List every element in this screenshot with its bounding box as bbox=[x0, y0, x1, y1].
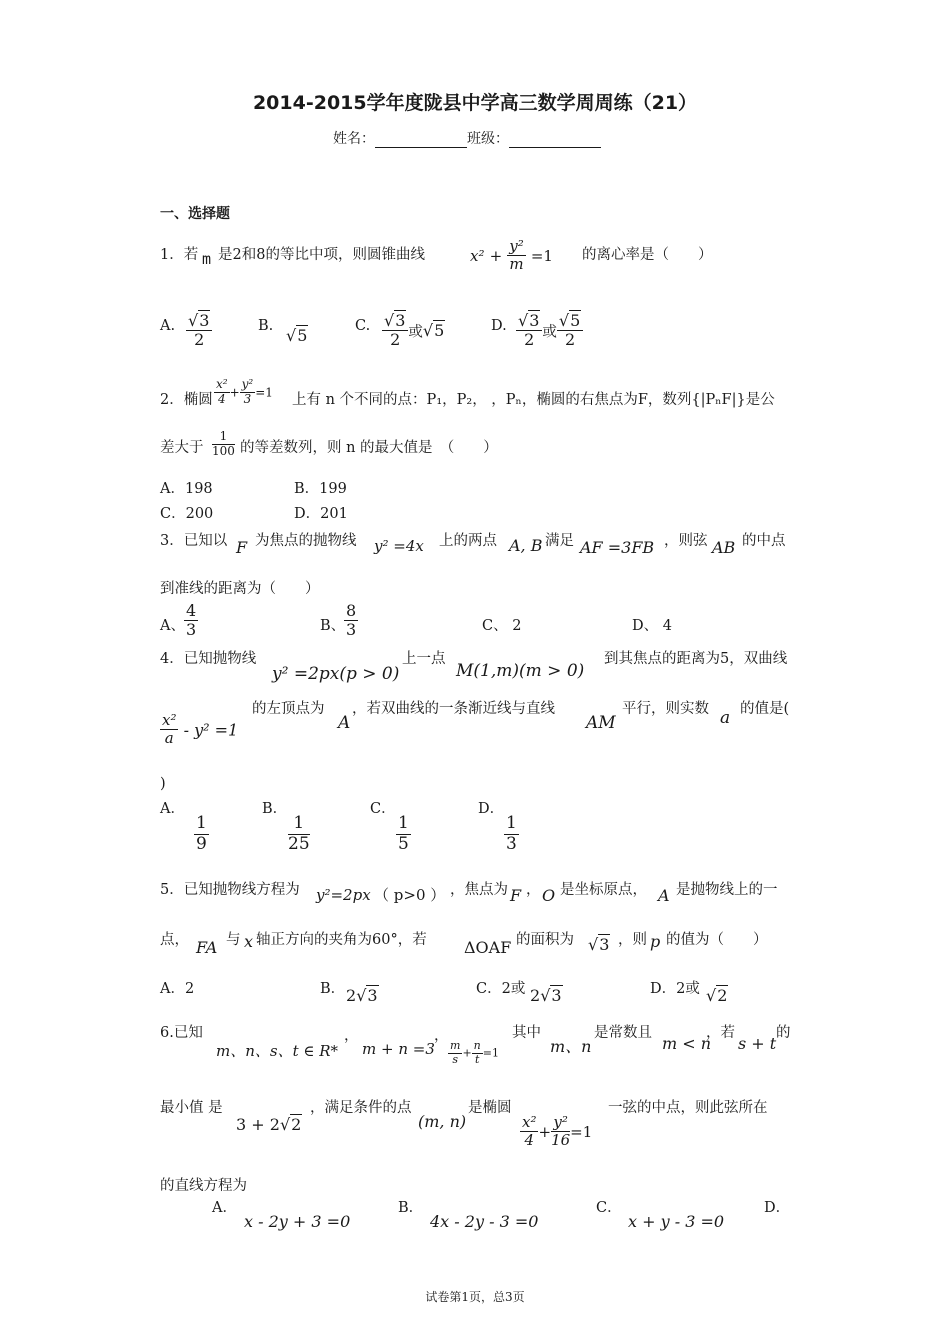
q4-option-d-label: D． bbox=[478, 801, 505, 817]
q6-st: s + t bbox=[738, 1034, 777, 1053]
q5-area: √3 bbox=[588, 935, 610, 954]
q6-condition: m < n bbox=[662, 1034, 712, 1053]
class-label: 班级： bbox=[467, 131, 509, 147]
q6-set: m、n、s、t ∈ R* bbox=[216, 1042, 339, 1060]
q2-option-b: B．199 bbox=[294, 481, 347, 497]
q2-text-d: 的等差数列，则 n 的最大值是 （ ） bbox=[240, 440, 498, 456]
q3-condition: AF =3FB bbox=[580, 538, 655, 557]
q6-option-b-label: B． bbox=[398, 1200, 424, 1216]
name-blank[interactable] bbox=[375, 133, 467, 148]
q4-option-b-label: B． bbox=[262, 801, 288, 817]
q6-comma-1: ， bbox=[344, 1028, 359, 1044]
q4-option-b-value: $\frac{1}{25}$ bbox=[288, 813, 310, 854]
q6-text-c: 是常数且 bbox=[594, 1025, 652, 1041]
page-title: 2014-2015学年度陇县中学高三数学周周练（21） bbox=[252, 92, 698, 114]
q4-parabola: y² =2px(p > 0) bbox=[272, 664, 400, 684]
q1-text-a: 1．若 bbox=[160, 247, 199, 263]
q5-option-c-label: C．2或 bbox=[476, 981, 526, 997]
q5-text-f: 与 bbox=[226, 932, 241, 948]
q4-text-f: 平行，则实数 bbox=[622, 701, 709, 717]
q3-parabola: y² =4x bbox=[374, 537, 424, 555]
q6-comma-2: ， bbox=[434, 1028, 449, 1044]
q6-mn: m、n bbox=[550, 1037, 592, 1056]
q6-text-d: ，若 bbox=[706, 1025, 735, 1041]
q3-F: F bbox=[236, 538, 248, 557]
q4-text-e: ，若双曲线的一条渐近线与直线 bbox=[352, 701, 555, 717]
q6-fraction-eq: $\frac{m}{s}$ + $\frac{n}{t}$ =1 bbox=[450, 1039, 499, 1066]
q6-text-e: 的 bbox=[776, 1025, 791, 1041]
q1-text-c: 的离心率是（ ） bbox=[582, 247, 713, 263]
q6-option-b-eq: 4x - 2y - 3 =0 bbox=[430, 1212, 539, 1231]
q2-option-a: A．198 bbox=[160, 481, 213, 497]
q1-m: m bbox=[202, 250, 212, 268]
q5-FA: FA bbox=[196, 938, 218, 957]
q6-option-c-label: C． bbox=[596, 1200, 622, 1216]
q6-option-a-label: A． bbox=[212, 1200, 237, 1216]
q1-option-c-value: $\frac{√3}{2}$ 或√5 bbox=[384, 311, 445, 350]
q1-option-b-label: B. bbox=[258, 318, 274, 334]
q4-a: a bbox=[720, 708, 731, 728]
q3-option-c: C、 2 bbox=[482, 618, 522, 634]
q3-option-d: D、 4 bbox=[632, 618, 672, 634]
student-info-line bbox=[333, 128, 601, 148]
q5-text-g: 轴正方向的夹角为60°，若 bbox=[256, 932, 427, 948]
q6-text-i: 一弦的中点，则此弦所在 bbox=[608, 1100, 768, 1116]
q6-text-b: 其中 bbox=[512, 1025, 541, 1041]
q4-option-c-label: C． bbox=[370, 801, 396, 817]
q5-text-a: 5．已知抛物线方程为 bbox=[160, 882, 300, 898]
q4-text-g: 的值是( bbox=[740, 701, 790, 717]
q5-text-c: 是坐标原点， bbox=[560, 882, 647, 898]
q5-option-a: A．2 bbox=[160, 981, 195, 997]
q3-chord: AB bbox=[712, 538, 736, 557]
q6-text-h: 是椭圆 bbox=[468, 1100, 512, 1116]
q1-option-c-label: C. bbox=[355, 318, 371, 334]
q5-text-j: 的值为（ ） bbox=[666, 932, 768, 948]
q4-hyperbola: $\frac{\text{x²}}{a}$ - y² =1 bbox=[162, 711, 239, 748]
section-heading: 一、选择题 bbox=[160, 206, 230, 222]
q4-text-a: 4．已知抛物线 bbox=[160, 651, 257, 667]
q6-option-c-eq: x + y - 3 =0 bbox=[628, 1212, 725, 1231]
q5-O: O bbox=[542, 886, 556, 905]
q3-text-a: 3．已知以 bbox=[160, 533, 228, 549]
class-blank[interactable] bbox=[509, 133, 601, 148]
q5-option-d-value: √2 bbox=[706, 986, 728, 1005]
name-label: 姓名： bbox=[333, 131, 375, 147]
q5-x: x bbox=[244, 932, 254, 951]
q6-min-value: 3 + 2√2 bbox=[236, 1115, 302, 1134]
q1-option-b-value: √5 bbox=[286, 326, 308, 345]
q5-text-i: ，则 bbox=[618, 932, 647, 948]
q5-comma: ， bbox=[526, 882, 541, 898]
q6-text-j: 的直线方程为 bbox=[160, 1178, 247, 1194]
q3-text-d: 满足 bbox=[545, 533, 574, 549]
q1-option-d-value: $\frac{√3}{2}$ 或 $\frac{√5}{2}$ bbox=[516, 312, 583, 350]
q5-condition: （ p>0 ） bbox=[374, 886, 446, 904]
q6-text-a: 6.已知 bbox=[160, 1025, 203, 1041]
q1-option-d-label: D. bbox=[491, 318, 507, 334]
q6-text-g: ，满足条件的点 bbox=[310, 1100, 412, 1116]
q6-text-f: 最小值 是 bbox=[160, 1100, 223, 1116]
q4-text-h: ) bbox=[160, 776, 166, 792]
q2-fraction: $\frac{1}{100}$ bbox=[212, 429, 235, 458]
q4-option-a-label: A． bbox=[160, 801, 185, 817]
q2-text-c: 差大于 bbox=[160, 440, 204, 456]
q6-ellipse: $\frac{\text{x²}}{4}$ + $\frac{\text{y²}}{16}$ =1 bbox=[522, 1113, 593, 1150]
q3-option-a-value: $\frac{4}{3}$ bbox=[186, 601, 197, 640]
q4-point-M: M(1,m)(m > 0) bbox=[456, 661, 585, 681]
q5-p: p bbox=[650, 932, 661, 951]
q5-F: F bbox=[510, 886, 522, 905]
q5-text-h: 的面积为 bbox=[516, 932, 574, 948]
q4-option-c-value: $\frac{1}{5}$ bbox=[398, 813, 409, 854]
q3-text-f: 的中点 bbox=[742, 533, 786, 549]
q4-text-d: 的左顶点为 bbox=[252, 701, 325, 717]
q3-text-b: 为焦点的抛物线 bbox=[255, 533, 357, 549]
q3-text-g: 到准线的距离为（ ） bbox=[160, 581, 320, 597]
q6-option-d-label: D． bbox=[764, 1200, 791, 1216]
q1-option-a-value: $\frac{√3}{2}$ bbox=[186, 312, 212, 350]
q4-AM: AM bbox=[586, 713, 616, 733]
q6-sum: m + n =3 bbox=[362, 1040, 435, 1058]
q3-text-e: ，则弦 bbox=[664, 533, 708, 549]
q3-option-b-label: B、 bbox=[320, 618, 346, 634]
q2-text-a: 2．椭圆 bbox=[160, 392, 213, 408]
q5-option-d-label: D．2或 bbox=[650, 981, 700, 997]
q4-A: A bbox=[338, 713, 351, 733]
q5-option-c-value: 2√3 bbox=[530, 986, 562, 1005]
q2-option-c: C．200 bbox=[160, 506, 214, 522]
q5-text-b: ，焦点为 bbox=[450, 882, 508, 898]
q4-text-c: 到其焦点的距离为5，双曲线 bbox=[604, 651, 788, 667]
q5-A: A bbox=[658, 886, 670, 905]
q1-text-b: 是2和8的等比中项，则圆锥曲线 bbox=[218, 247, 425, 263]
page-footer: 试卷第1页，总3页 bbox=[425, 1290, 525, 1304]
q6-point: (m, n) bbox=[418, 1112, 467, 1131]
q5-option-b-value: 2√3 bbox=[346, 986, 378, 1005]
q3-option-b-value: $\frac{8}{3}$ bbox=[346, 601, 357, 640]
q4-text-b: 上一点 bbox=[402, 651, 446, 667]
q5-parabola: y²=2px bbox=[316, 886, 371, 904]
q2-text-b: 上有 n 个不同的点：P₁，P₂， ，Pₙ，椭圆的右焦点为F，数列{|PₙF|}是公 bbox=[292, 392, 775, 408]
q5-triangle: ΔOAF bbox=[464, 938, 512, 957]
q5-text-e: 点， bbox=[160, 932, 189, 948]
q3-option-a-label: A、 bbox=[160, 618, 185, 634]
q1-option-a-label: A. bbox=[160, 318, 176, 334]
q4-option-a-value: $\frac{1}{9}$ bbox=[196, 813, 207, 854]
q2-option-d: D．201 bbox=[294, 506, 348, 522]
q3-AB: A, B bbox=[509, 536, 543, 555]
q5-option-b-label: B． bbox=[320, 981, 346, 997]
q3-text-c: 上的两点 bbox=[439, 533, 497, 549]
q2-ellipse-eq: $\frac{\text{x²}}{4}$ + $\frac{\text{y²}}{3}$ =1 bbox=[216, 377, 273, 406]
q6-option-a-eq: x - 2y + 3 =0 bbox=[244, 1212, 351, 1231]
q5-text-d: 是抛物线上的一 bbox=[676, 882, 778, 898]
q4-option-d-value: $\frac{1}{3}$ bbox=[506, 813, 517, 854]
q1-equation: x² + $\frac{\text{y²}}{m}$ =1 bbox=[470, 237, 553, 274]
